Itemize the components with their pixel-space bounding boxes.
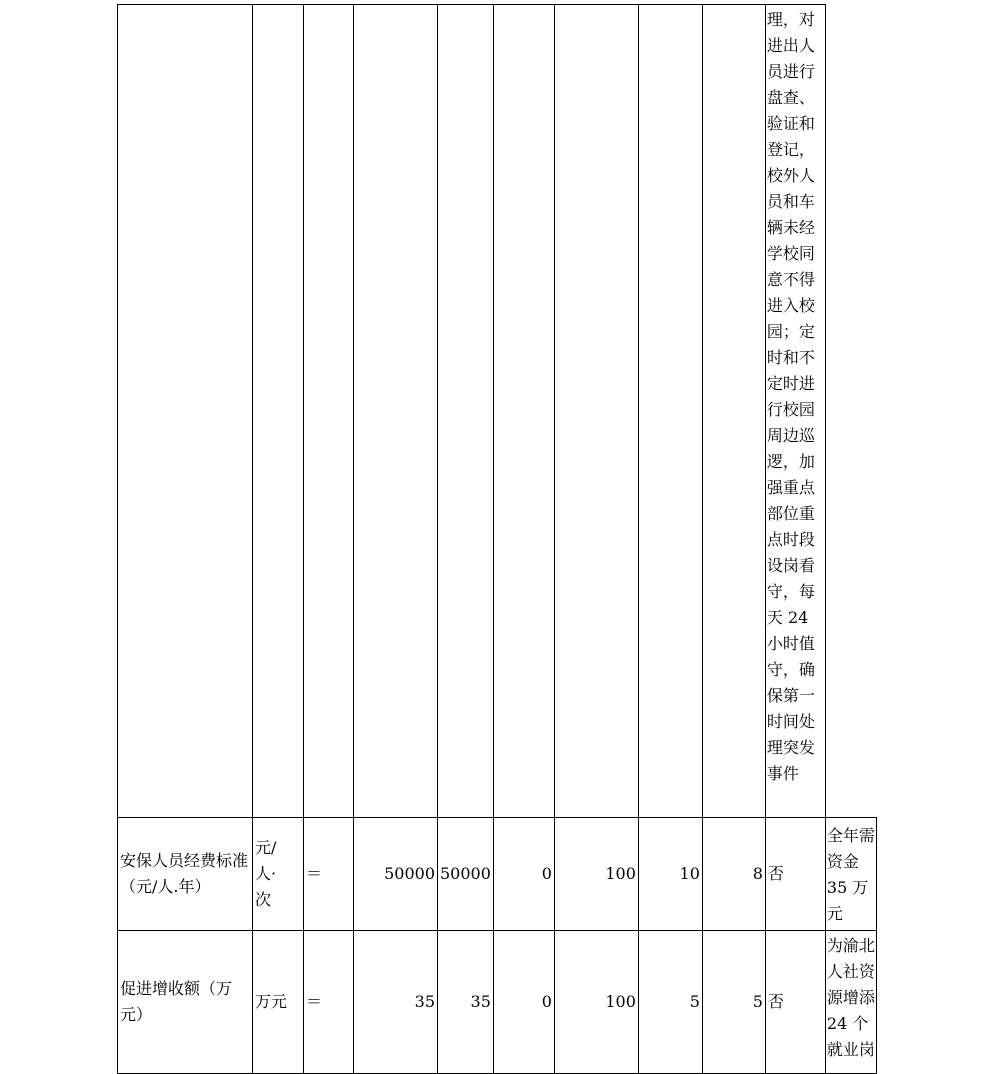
indicator-name-cell	[118, 5, 253, 818]
value-cell: 5	[638, 931, 702, 1074]
self-evaluation-cell: 否	[765, 818, 825, 931]
value-cell: 50000	[438, 818, 494, 931]
value-cell: 35	[438, 931, 494, 1074]
self-evaluation-cell: 否	[765, 931, 825, 1074]
table-row	[118, 818, 877, 931]
value-cell: 0	[493, 818, 554, 931]
operator-cell: ＝	[304, 818, 354, 931]
value-cell: 50000	[354, 818, 438, 931]
remark-cell: 为渝北 人社资 源增添 24 个 就业岗	[825, 931, 876, 1074]
value-cell: 0	[493, 931, 554, 1074]
operator-cell: ＝	[304, 931, 354, 1074]
value-cell: 5	[702, 931, 765, 1074]
unit-cell	[253, 5, 304, 818]
remark-cell: 全年需 资金 35 万 元	[825, 818, 876, 931]
value-cell	[554, 5, 638, 818]
value-cell	[702, 5, 765, 818]
value-cell: 10	[638, 818, 702, 931]
value-cell: 100	[554, 931, 638, 1074]
performance-table	[117, 4, 877, 1074]
value-cell	[493, 5, 554, 818]
table-row	[118, 5, 877, 818]
remark-cell: 理，对 进出人 员进行 盘查、 验证和 登记， 校外人 员和车 辆未经 学校同 意不得 进入校 园；定 时和不 定时进 行校园 周边巡 逻，加 强重点 部位重 点时段 设岗看 守，每 天 24 小时值 守，确 保第一 时间处 理突发 事件	[765, 5, 825, 818]
operator-cell	[304, 5, 354, 818]
unit-cell: 元/ 人· 次	[253, 818, 304, 931]
value-cell	[638, 5, 702, 818]
value-cell	[354, 5, 438, 818]
value-cell	[438, 5, 494, 818]
value-cell: 100	[554, 818, 638, 931]
value-cell: 35	[354, 931, 438, 1074]
table-row	[118, 931, 877, 1074]
indicator-name-cell: 安保人员经费标准（元/人.年）	[118, 818, 253, 931]
value-cell: 8	[702, 818, 765, 931]
unit-cell: 万元	[253, 931, 304, 1074]
indicator-name-cell: 促进增收额（万元）	[118, 931, 253, 1074]
